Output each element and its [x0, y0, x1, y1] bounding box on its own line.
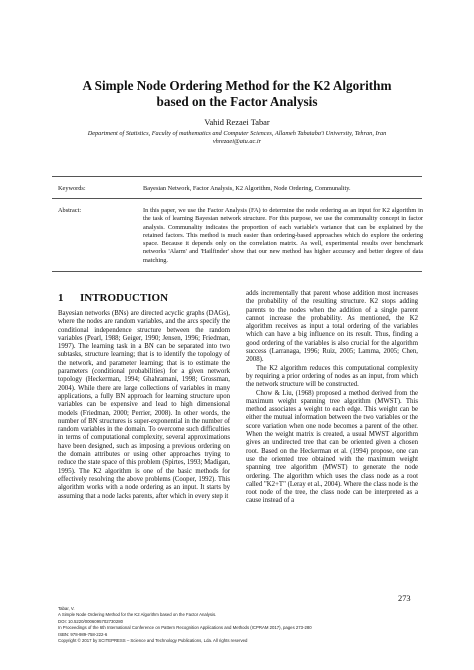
footer-line: A Simple Node Ordering Method for the K2 Algorithm based on the Factor Analysis. — [58, 612, 217, 618]
body-paragraph: adds incrementally that parent whose addition most increases the probability of the resulting structure. K2 stops adding parents to the nodes when the addition of a single parent cannot increase the probability. As mentioned, the K2 algorithm receives as input a total ordering of the variables which can have a big influence on its result. Thus, finding a good ordering of the variables is also crucial for the algorithm success (Larranaga, 1996; Ruiz, 2005; Lamma, 2005; Chen, 2008). — [246, 290, 418, 364]
title-line-2: based on the Factor Analysis — [156, 94, 318, 109]
paper-title — [40, 78, 434, 110]
right-column — [246, 290, 418, 506]
abstract-text: In this paper, we use the Factor Analysis (FA) to determine the node ordering as an input for K2 algorithm in the task of learning Bayesian network structure. For this purpose, we use the communality concept in factor analysis. Communality indicates the proportion of each variable's variance that can be explained by the retained factors. This method is much easier than ordering-based approaches which do explore the ordering space. Because it depends only on the correlation matrix. As well, experimental results over benchmark networks 'Alarm' and 'Hailfinder' show that our new method has higher accuracy and better degree of data matching. — [143, 207, 423, 264]
section-title: INTRODUCTION — [80, 292, 169, 304]
divider-keywords — [52, 198, 422, 199]
footer-line: Tabar, V. — [58, 606, 75, 611]
affiliation-text: Department of Statistics, Faculty of mathematics and Computer Sciences, Allameh Tabataba'i University, Tehran, Iran — [87, 130, 387, 137]
divider-top — [52, 176, 422, 177]
section-number: 1 — [58, 292, 64, 304]
left-column — [58, 310, 230, 586]
page-number: 273 — [398, 594, 411, 603]
footer-line: In Proceedings of the 6th International Conference on Pattern Recognition Applications and Methods (ICPRAM 2017), pages 273-280 — [58, 625, 312, 631]
divider-bottom — [52, 271, 422, 272]
abstract-label: Abstract: — [58, 207, 82, 214]
title-line-1: A Simple Node Ordering Method for the K2 Algorithm — [82, 78, 392, 93]
author-name: Vahid Rezaei Tabar — [204, 118, 270, 127]
footer-line: Copyright © 2017 by SCITEPRESS – Science and Technology Publications, Lda. All rights reserved — [58, 638, 248, 644]
section-heading — [58, 292, 168, 304]
keywords-label: Keywords: — [58, 185, 86, 192]
footer-line: DOI: 10.5220/0006095702730280 — [58, 618, 123, 624]
citation-footer — [58, 606, 312, 644]
body-paragraph: Bayesian networks (BNs) are directed acyclic graphs (DAGs), where the nodes are random variables, and the arcs specify the conditional independence structure between the random variables (Pearl, 1988; Geiger, 1990; Jensen, 1996; Friedman, 1997). The learning task in a BN can be separated into two subtasks, structure learning; that is to identify the topology of the network, and parameter learning; that is to estimate the parameters (conditional probabilities) for a given network topology (Heckerman, 1994; Ghahramani, 1998; Grossman, 2004). While there are large collections of variables in many applications, a fully BN approach for learning structure upon variables can be expensive and lead to high dimensional models (Friedman, 2000; Perrier, 2008). In other words, the number of BN structures is super-exponential in the number of random variables in the domain. To overcome such difficulties in terms of computational complexity, several approximations have been designed, such as imposing a previous ordering on the domain attributes or using other approaches trying to reduce the state space of this problem (Spirtes, 1993; Madigan, 1995). The K2 algorithm is one of the basic methods for effectively resolving the above problems (Cooper, 1992). This algorithm works with a node ordering as an input. It starts by assuming that a node lacks parents, after which in every step it — [58, 310, 230, 500]
author-email: vhrezaei@atu.ac.ir — [212, 138, 262, 145]
author-affiliation — [40, 130, 434, 146]
body-paragraph: The K2 algorithm reduces this computational complexity by requiring a prior ordering of nodes as an input, from which the network structure will be constructed. — [246, 364, 418, 389]
footer-line: ISBN: 978-989-758-222-6 — [58, 631, 108, 637]
keywords-text: Bayesian Network, Factor Analysis, K2 Algorithm, Node Ordering, Communality. — [143, 185, 351, 192]
body-paragraph: Chow & Liu, (1968) proposed a method derived from the maximum weight spanning tree algorithm (MWST). This method associates a weight to each edge. This weight can be either the mutual information between the two variables or the score variation when one node becomes a parent of the other. When the weight matrix is created, a usual MWST algorithm gives an undirected tree that can be oriented given a chosen root. Based on the Heckerman et al. (1994) propose, one can use the oriented tree obtained with the maximum weight spanning tree algorithm (MWST) to generate the node ordering. The algorithm which uses the class node as a root called "K2+T" (Leray et al., 2004). Where the class node is the root node of the tree, the class node can be interpreted as a cause instead of a — [246, 389, 418, 505]
